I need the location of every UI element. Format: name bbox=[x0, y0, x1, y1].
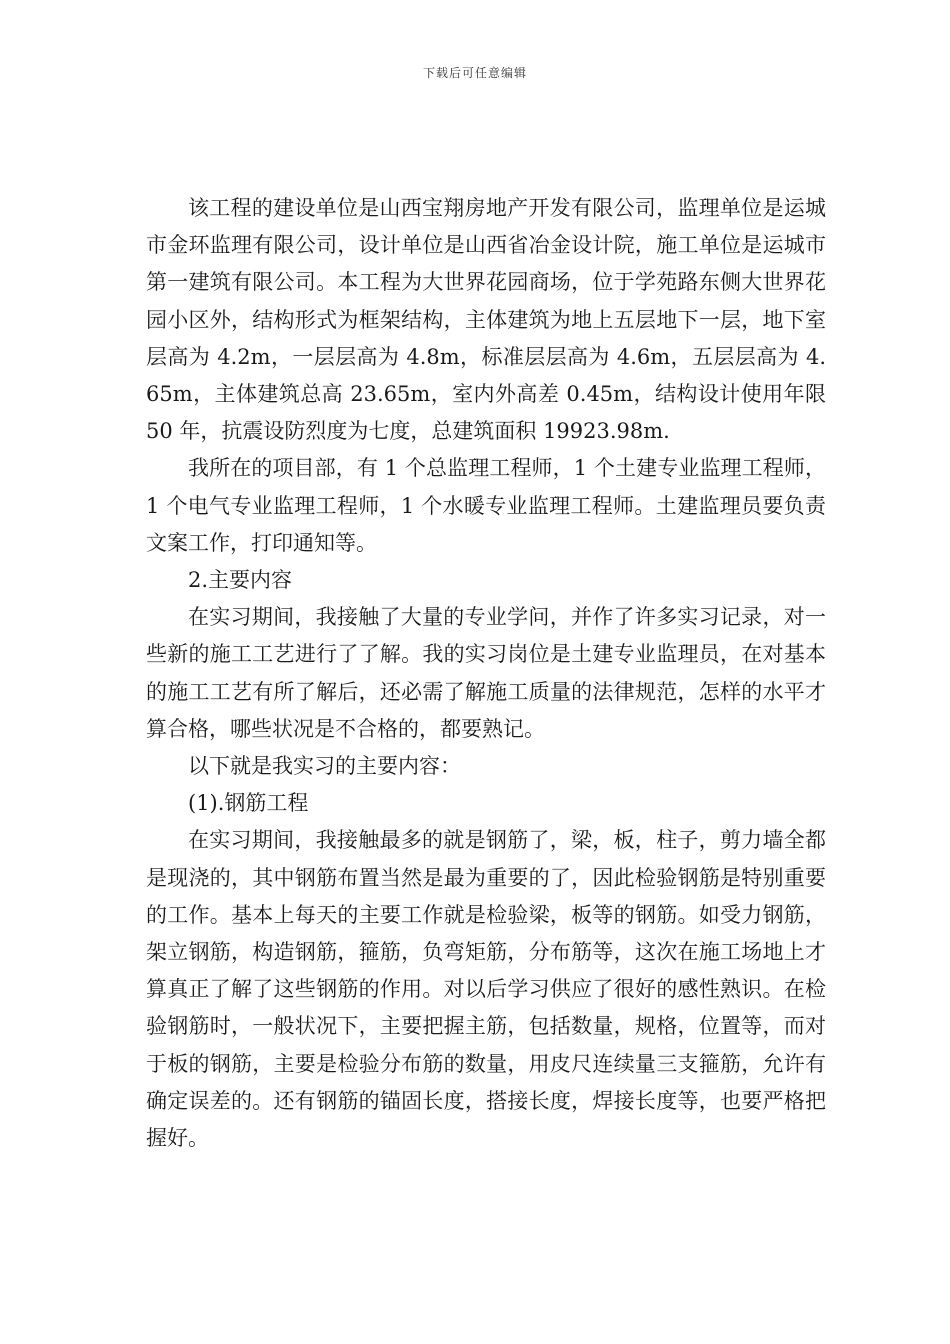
paragraph-rebar-work: 在实习期间，我接触最多的就是钢筋了，梁，板，柱子，剪力墙全都是现浇的，其中钢筋布置当然是最为重要的了，因此检验钢筋是特别重要的工作。基本上每天的主要工作就是检验梁，板等的钢筋。如受力钢筋，架立钢筋，构造钢筋，箍筋，负弯矩筋，分布筋等，这次在施工场地上才算真正了解了这些钢筋的作用。对以后学习供应了很好的感性熟识。在检验钢筋时，一般状况下，主要把握主筋，包括数量，规格，位置等，而对于板的钢筋，主要是检验分布筋的数量，用皮尺连续量三支箍筋，允许有确定误差的。还有钢筋的锚固长度，搭接长度，焊接长度等，也要严格把握好。 bbox=[146, 828, 826, 1151]
section-heading-main-content: 2.主要内容 bbox=[188, 568, 293, 593]
paragraph-project-overview: 该工程的建设单位是山西宝翔房地产开发有限公司，监理单位是运城市金环监理有限公司，设计单位是山西省冶金设计院，施工单位是运城市第一建筑有限公司。本工程为大世界花园商场，位于学苑路东侧大世界花园小区外，结构形式为框架结构，主体建筑为地上五层地下一层，地下室层高为 4.2m，一层层高为 4.8m，标准层层高为 4.6m，五层层高为 4.65m，主体建筑总高 23.65m，室内外高差 0.45m，结构设计使用年限 50 年，抗震设防烈度为七度，总建筑面积 19923.98m. bbox=[146, 196, 826, 444]
document-body bbox=[146, 190, 826, 1157]
page-header-note: 下载后可任意编辑 bbox=[422, 66, 527, 80]
paragraph-project-team: 我所在的项目部，有 1 个总监理工程师，1 个土建专业监理工程师，1 个电气专业监理工程师，1 个水暖专业监理工程师。土建监理员要负责文案工作，打印通知等。 bbox=[146, 456, 826, 555]
paragraph-content-lead: 以下就是我实习的主要内容： bbox=[188, 754, 461, 779]
paragraph-internship-intro: 在实习期间，我接触了大量的专业学问，并作了许多实习记录，对一些新的施工工艺进行了了解。我的实习岗位是土建专业监理员，在对基本的施工工艺有所了解后，还必需了解施工质量的法律规范，怎样的水平才算合格，哪些状况是不合格的，都要熟记。 bbox=[146, 605, 826, 741]
subsection-heading-rebar: (1).钢筋工程 bbox=[188, 791, 309, 816]
